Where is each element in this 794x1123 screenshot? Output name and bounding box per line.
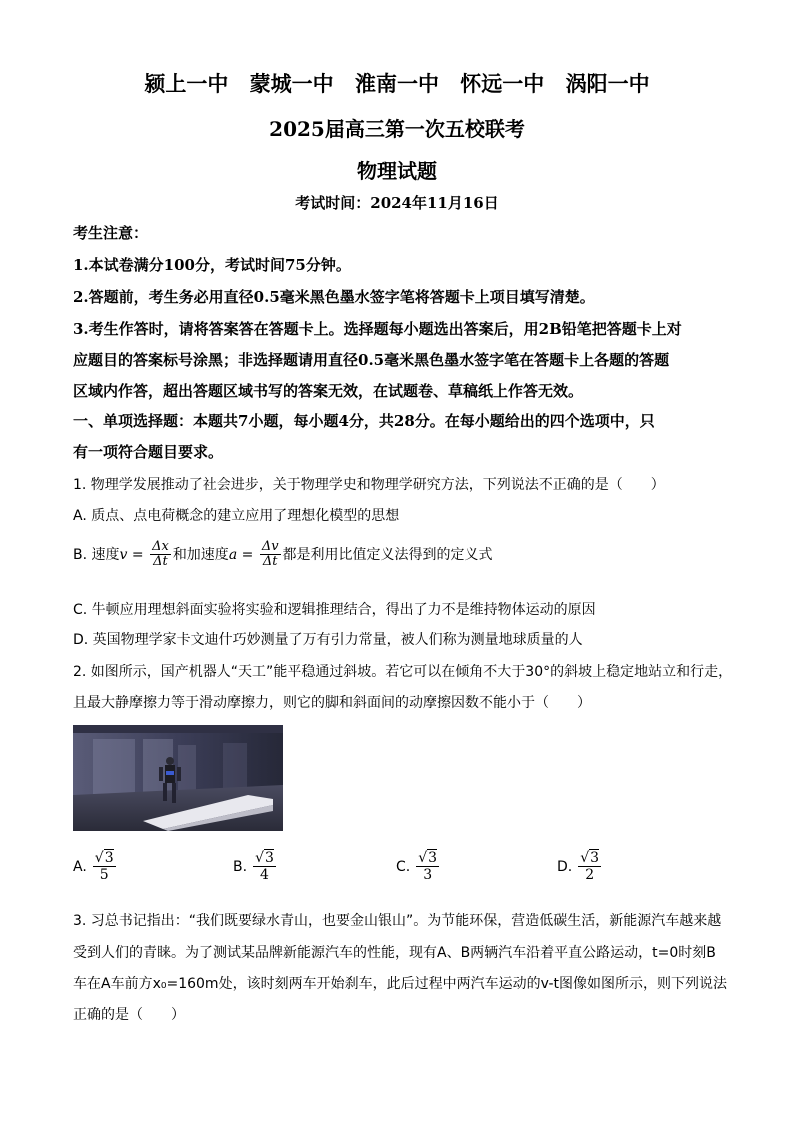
question-3-line-1: 3. 习总书记指出：“我们既要绿水青山，也要金山银山”。为节能环保，营造低碳生活，新能源汽车越来越 <box>73 913 722 929</box>
velocity-fraction-numerator: Δx <box>152 539 169 554</box>
section-1-heading-line-1: 一、单项选择题：本题共7小题，每小题4分，共28分。在每小题给出的四个选项中，只 <box>73 412 655 430</box>
option-d-radicand: 3 <box>590 850 600 866</box>
velocity-fraction <box>150 540 171 570</box>
question-1-option-a: A. 质点、点电荷概念的建立应用了理想化模型的思想 <box>73 508 400 524</box>
question-3-line-3: 车在A车前方x₀=160m处，该时刻两车开始刹车，此后过程中两汽车运动的v-t图像如图所示，则下列说法 <box>73 976 728 992</box>
notice-item-3-line-2: 应题目的答案标号涂黑；非选择题请用直径0.5毫米黑色墨水签字笔在答题卡上各题的答题 <box>73 351 670 369</box>
option-d-numerator <box>578 850 601 867</box>
acceleration-fraction <box>260 540 281 570</box>
option-d-denominator: 2 <box>585 867 595 884</box>
robot-on-slope-photo <box>73 725 283 831</box>
notice-item-3-line-1: 3.考生作答时，请将答案答在答题卡上。选择题每小题选出答案后，用2B铅笔把答题卡上对 <box>73 320 682 338</box>
option-b-middle: 和加速度 <box>172 546 229 563</box>
option-a-numerator <box>93 850 116 867</box>
question-3-line-2: 受到人们的青睐。为了测试某品牌新能源汽车的性能，现有A、B两辆汽车沿着平直公路运动，t=0时刻B <box>73 945 716 961</box>
question-1-option-b <box>73 540 493 570</box>
option-d-label: D. <box>557 858 573 875</box>
option-b-suffix: 都是利用比值定义法得到的定义式 <box>282 546 493 563</box>
subject-title: 物理试题 <box>357 159 437 183</box>
option-b-numerator <box>253 850 276 867</box>
question-2-option-b <box>233 850 276 883</box>
option-b-fraction <box>253 850 276 883</box>
school-names: 颍上一中 蒙城一中 淮南一中 怀远一中 涡阳一中 <box>144 71 650 96</box>
velocity-fraction-denominator: Δt <box>153 554 168 570</box>
question-2-option-d <box>557 850 601 883</box>
sqrt-icon: √ <box>418 850 428 866</box>
option-c-denominator: 3 <box>423 867 433 884</box>
option-a-fraction <box>93 850 116 883</box>
question-1-option-c: C. 牛顿应用理想斜面实验将实验和逻辑推理结合，得出了力不是维持物体运动的原因 <box>73 602 596 618</box>
option-d-fraction <box>578 850 601 883</box>
question-1-option-d: D. 英国物理学家卡文迪什巧妙测量了万有引力常量，被人们称为测量地球质量的人 <box>73 632 583 648</box>
question-1-stem: 1. 物理学发展推动了社会进步，关于物理学史和物理学研究方法，下列说法不正确的是（ ） <box>73 477 665 493</box>
exam-time: 考试时间：2024年11月16日 <box>295 194 499 212</box>
option-a-radicand: 3 <box>104 850 114 866</box>
acceleration-fraction-denominator: Δt <box>262 554 278 570</box>
option-b-label: B. <box>233 858 248 875</box>
question-2-line-2: 且最大静摩擦力等于滑动摩擦力，则它的脚和斜面间的动摩擦因数不能小于（ ） <box>73 695 591 711</box>
option-b-prefix: B. 速度 <box>73 546 120 563</box>
equals-sign-2: = <box>237 546 258 563</box>
notice-item-3-line-3: 区域内作答，超出答题区域书写的答案无效，在试题卷、草稿纸上作答无效。 <box>73 382 584 400</box>
acceleration-fraction-numerator: Δv <box>261 539 279 554</box>
equals-sign: = <box>127 546 149 563</box>
acceleration-symbol: a <box>228 546 238 563</box>
sqrt-icon: √ <box>94 850 104 866</box>
option-a-label: A. <box>73 858 87 875</box>
sqrt-icon: √ <box>255 850 264 866</box>
notice-item-2: 2.答题前，考生务必用直径0.5毫米黑色墨水签字笔将答题卡上项目填写清楚。 <box>73 288 595 306</box>
velocity-symbol: v <box>119 546 128 563</box>
robot-photo-illustration <box>73 725 283 831</box>
option-c-numerator <box>416 850 439 867</box>
option-c-fraction <box>416 850 439 883</box>
option-b-radicand: 3 <box>264 850 274 866</box>
option-a-denominator: 5 <box>99 867 109 884</box>
option-b-denominator: 4 <box>260 867 269 884</box>
notice-heading: 考生注意： <box>73 224 149 242</box>
section-1-heading-line-2: 有一项符合题目要求。 <box>73 443 224 461</box>
question-3-line-4: 正确的是（ ） <box>73 1007 185 1023</box>
question-2-line-1: 2. 如图所示，国产机器人“天工”能平稳通过斜坡。若它可以在倾角不大于30°的斜坡上稳定地站立和行走， <box>73 664 733 680</box>
option-c-label: C. <box>396 858 411 875</box>
question-2-option-a <box>73 850 116 883</box>
exam-title: 2025届高三第一次五校联考 <box>269 117 525 141</box>
option-c-radicand: 3 <box>428 850 438 866</box>
sqrt-icon: √ <box>580 850 590 866</box>
notice-item-1: 1.本试卷满分100分，考试时间75分钟。 <box>73 256 351 274</box>
question-2-option-c <box>396 850 439 883</box>
